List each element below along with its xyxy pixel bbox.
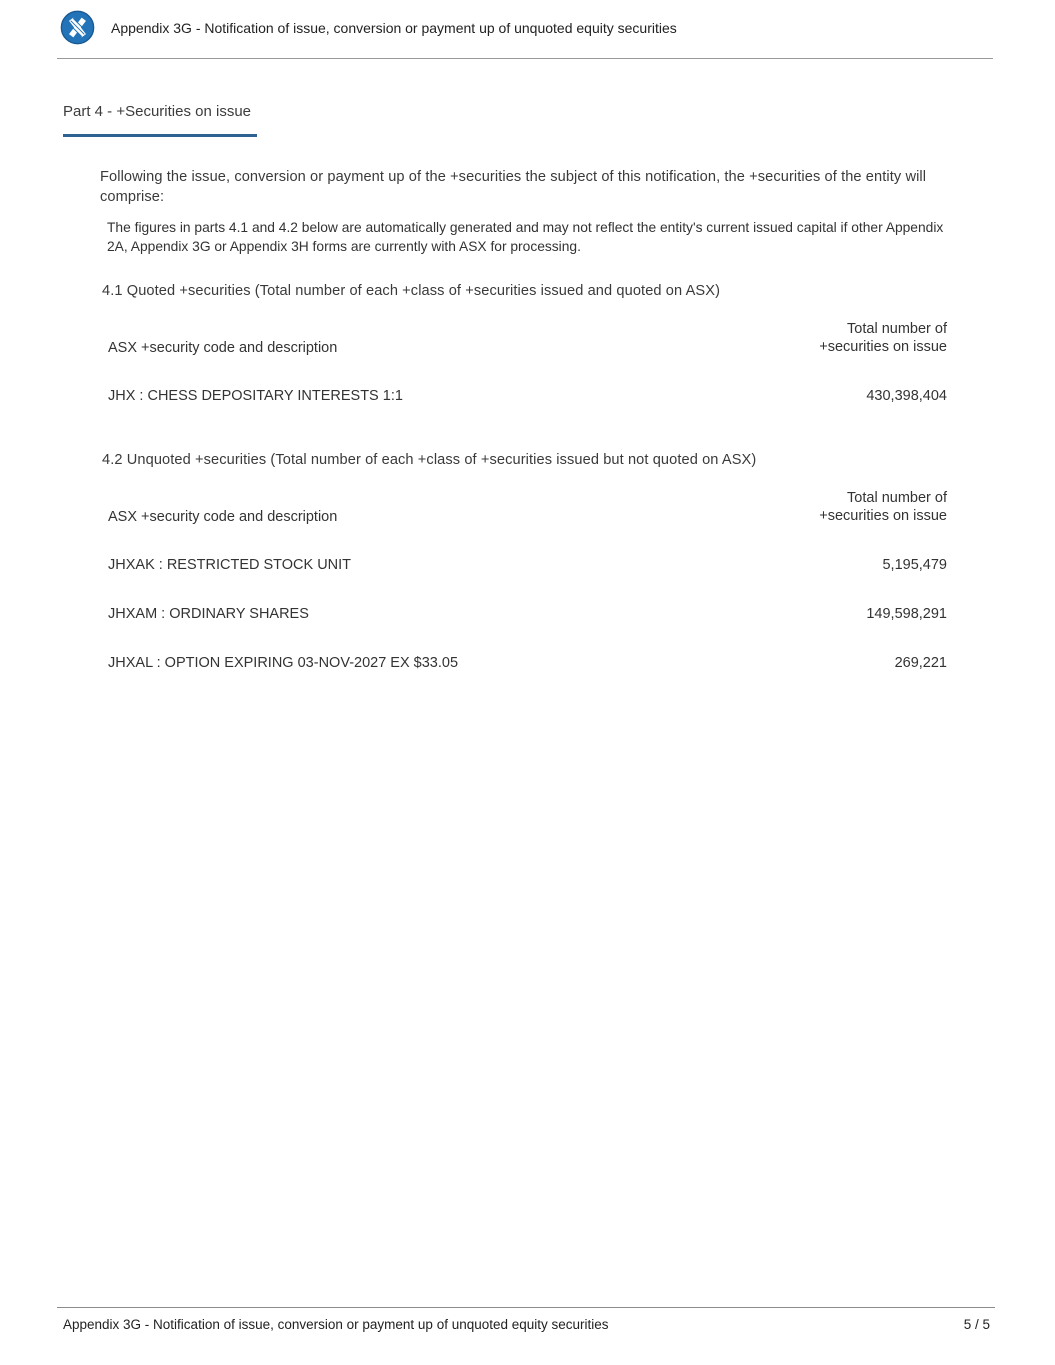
column-header-code: ASX +security code and description	[108, 340, 338, 356]
table-row	[108, 557, 947, 573]
security-code: JHX : CHESS DEPOSITARY INTERESTS 1:1	[108, 388, 403, 404]
unquoted-securities-table	[108, 489, 947, 671]
auto-generated-note: The figures in parts 4.1 and 4.2 below are automatically generated and may not reflect the entity's current issued capital if other Appendix 2A, Appendix 3G or Appendix 3H forms are currently with ASX for processing.	[107, 220, 944, 254]
column-header-total-line1: Total number of	[847, 321, 947, 337]
column-header-total-line2: +securities on issue	[819, 508, 947, 524]
document-footer	[57, 1307, 995, 1332]
section-4-2-heading: 4.2 Unquoted +securities (Total number of each +class of +securities issued but not quoted on ASX)	[102, 452, 757, 468]
section-4-1-heading: 4.1 Quoted +securities (Total number of each +class of +securities issued and quoted on ASX)	[102, 283, 721, 299]
table-row	[108, 606, 947, 622]
footer-title: Appendix 3G - Notification of issue, conversion or payment up of unquoted equity securities	[63, 1317, 609, 1332]
column-header-total	[819, 320, 947, 356]
asx-logo-icon	[60, 10, 95, 45]
security-total: 5,195,479	[882, 557, 947, 573]
column-header-total-line1: Total number of	[847, 490, 947, 506]
table-header-row	[108, 320, 947, 356]
security-code: JHXAM : ORDINARY SHARES	[108, 606, 309, 622]
column-header-code: ASX +security code and description	[108, 509, 338, 525]
table-row	[108, 655, 947, 671]
security-total: 149,598,291	[866, 606, 947, 622]
security-code: JHXAL : OPTION EXPIRING 03-NOV-2027 EX $33.05	[108, 655, 459, 671]
header-title: Appendix 3G - Notification of issue, conversion or payment up of unquoted equity securities	[111, 19, 677, 36]
security-total: 269,221	[894, 655, 947, 671]
document-header	[57, 0, 993, 59]
column-header-total	[819, 489, 947, 525]
part-4-underline	[63, 134, 257, 137]
table-row	[108, 388, 947, 404]
intro-text: Following the issue, conversion or payment up of the +securities the subject of this notification, the +securities of the entity will comprise:	[100, 169, 927, 205]
table-header-row	[108, 489, 947, 525]
security-code: JHXAK : RESTRICTED STOCK UNIT	[108, 557, 352, 573]
page-number: 5 / 5	[963, 1317, 990, 1332]
column-header-total-line2: +securities on issue	[819, 339, 947, 355]
security-total: 430,398,404	[866, 388, 947, 404]
part-4-heading: Part 4 - +Securities on issue	[63, 103, 252, 120]
quoted-securities-table	[108, 320, 947, 404]
